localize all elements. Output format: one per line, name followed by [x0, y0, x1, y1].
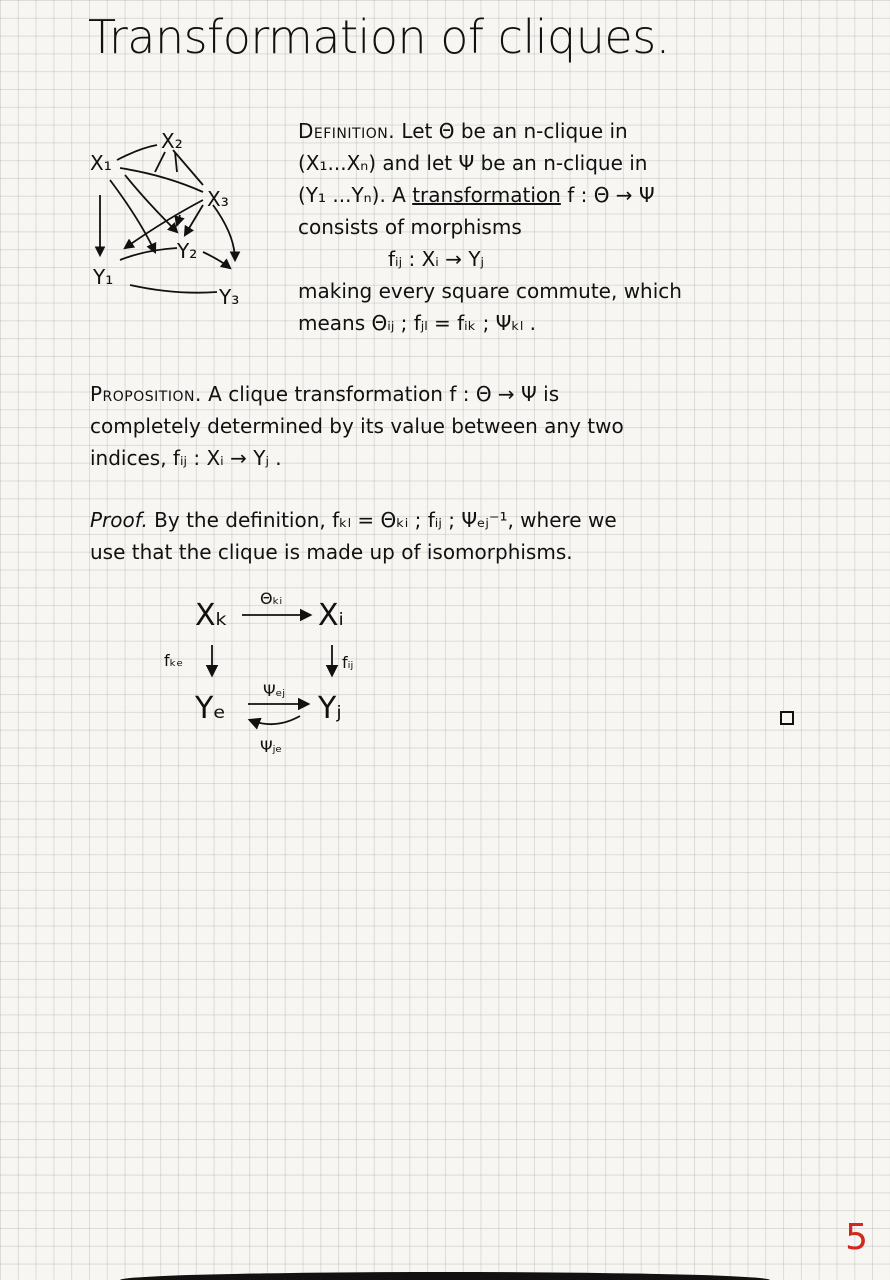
definition-line-6: making every square commute, which: [298, 279, 682, 303]
label-f-ke: fₖₑ: [164, 651, 184, 670]
label-x2: X₂: [161, 129, 183, 153]
label-x1: X₁: [90, 151, 112, 175]
label-y2: Y₂: [177, 239, 198, 263]
label-y1: Y₁: [93, 265, 114, 289]
definition-line-7: means Θᵢⱼ ; fⱼₗ = fᵢₖ ; Ψₖₗ .: [298, 311, 536, 335]
proof-heading: Proof.: [90, 508, 148, 532]
qed-box: [780, 711, 794, 725]
proof-line-1: By the definition, fₖₗ = Θₖᵢ ; fᵢⱼ ; Ψₑⱼ⁻¹, where we: [147, 508, 617, 532]
label-psi-ej: Ψₑⱼ: [263, 681, 286, 700]
page-title: Transformation of cliques.: [88, 10, 670, 64]
label-xi: Xᵢ: [318, 598, 344, 633]
proposition-heading: Proposition.: [90, 382, 202, 406]
proposition-block: [90, 378, 790, 474]
label-f-ij: fᵢⱼ: [342, 653, 354, 672]
proposition-line-3: indices, fᵢⱼ : Xᵢ → Yⱼ .: [90, 446, 282, 470]
page-number: 5: [845, 1217, 868, 1258]
definition-line-4: consists of morphisms: [298, 215, 522, 239]
proof-block: [90, 504, 810, 568]
definition-line-2: (X₁...Xₙ) and let Ψ be an n-clique in: [298, 151, 648, 175]
definition-line-3: (Y₁ ...Yₙ). A transformation f : Θ → Ψ: [298, 183, 655, 207]
proof-line-2: use that the clique is made up of isomorphisms.: [90, 540, 573, 564]
clique-diagram: [85, 120, 275, 310]
proposition-line-1: A clique transformation f : Θ → Ψ is: [201, 382, 560, 406]
label-ye: Yₑ: [195, 691, 226, 726]
label-psi-je: Ψⱼₑ: [260, 737, 283, 756]
definition-line-5: fᵢⱼ : Xᵢ → Yⱼ: [388, 247, 485, 271]
definition-line-1: Let Θ be an n-clique in: [395, 119, 628, 143]
transformation-term: transformation: [412, 183, 561, 207]
label-y3: Y₃: [219, 285, 240, 309]
label-xk: Xₖ: [195, 598, 229, 633]
square-diagram: [160, 580, 420, 780]
definition-block: [298, 115, 798, 339]
label-theta-ki: Θₖᵢ: [260, 589, 283, 608]
label-x3: X₃: [207, 187, 229, 211]
page-edge-shadow: [120, 1272, 770, 1280]
proposition-line-2: completely determined by its value between any two: [90, 414, 624, 438]
definition-heading: Definition.: [298, 119, 396, 143]
label-yj: Yⱼ: [318, 691, 342, 726]
